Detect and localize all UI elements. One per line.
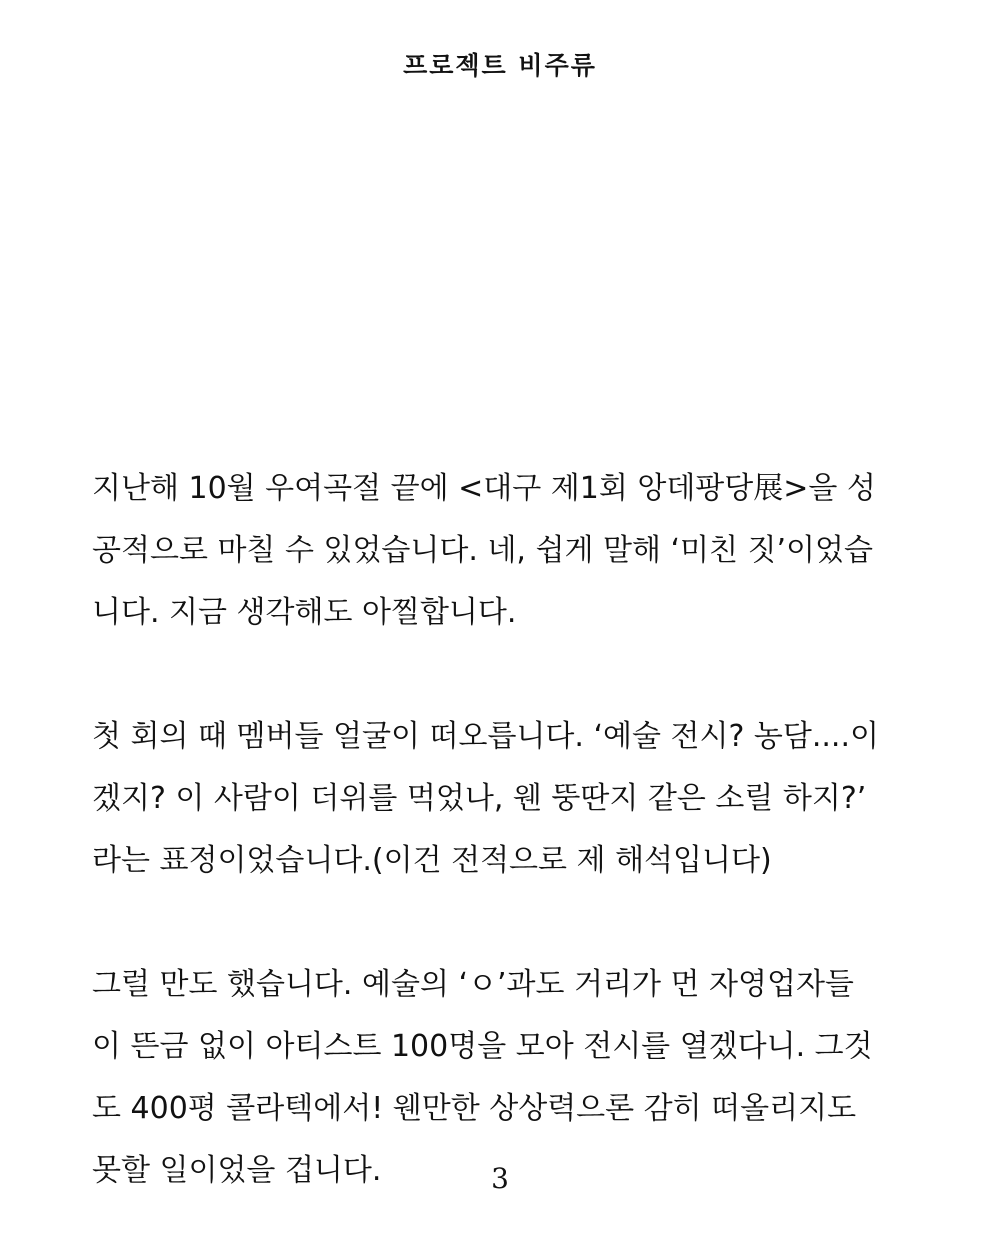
text-line: 그럴 만도 했습니다. 예술의 ‘ㅇ’과도 거리가 먼 자영업자들 [92, 967, 854, 1002]
body-text [92, 458, 908, 1202]
text-line: 니다. 지금 생각해도 아찔합니다. [92, 595, 517, 630]
page-number: 3 [491, 1162, 509, 1195]
paragraph-1 [92, 458, 908, 644]
text-line: 첫 회의 때 멤버들 얼굴이 떠오릅니다. ‘예술 전시? 농담....이 [92, 719, 879, 754]
paragraph-spacer [92, 892, 908, 954]
paragraph-2 [92, 706, 908, 892]
text-line: 지난해 10월 우여곡절 끝에 <대구 제1회 앙데팡당展>을 성 [92, 471, 876, 506]
text-line: 이 뜬금 없이 아티스트 100명을 모아 전시를 열겠다니. 그것 [92, 1029, 873, 1064]
text-line: 못할 일이었을 겁니다. [92, 1153, 382, 1188]
paragraph-spacer [92, 644, 908, 706]
text-line: 겠지? 이 사람이 더위를 먹었나, 웬 뚱딴지 같은 소릴 하지?’ [92, 781, 867, 816]
page-header-title: 프로젝트 비주류 [403, 51, 597, 80]
text-line: 라는 표정이었습니다.(이건 전적으로 제 해석입니다) [92, 843, 772, 878]
text-line: 공적으로 마칠 수 있었습니다. 네, 쉽게 말해 ‘미친 짓’이었습 [92, 533, 873, 568]
text-line: 도 400평 콜라텍에서! 웬만한 상상력으론 감히 떠올리지도 [92, 1091, 857, 1126]
